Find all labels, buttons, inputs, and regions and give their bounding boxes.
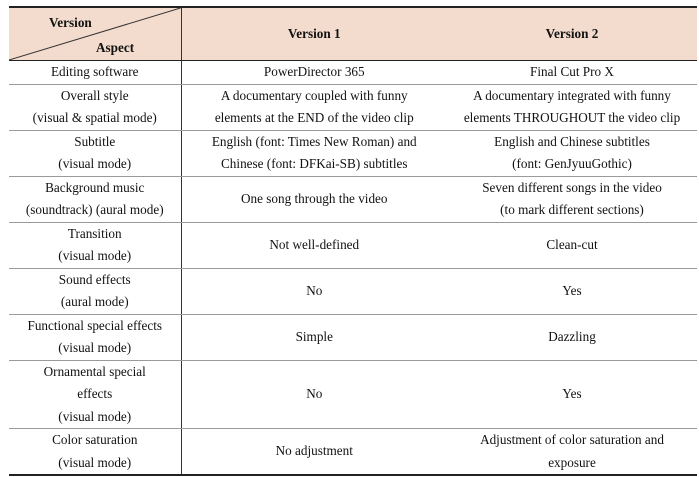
cell-text-line: Yes [562, 386, 582, 401]
cell-text-line: Final Cut Pro X [530, 64, 614, 79]
cell-text-line: Ornamental special [43, 363, 146, 379]
table-row [9, 360, 697, 429]
version1-cell [181, 360, 447, 429]
corner-aspect-label: Aspect [96, 40, 135, 55]
cell-text-line: (visual mode) [58, 156, 132, 171]
version1-cell [181, 61, 447, 85]
table-row [9, 84, 697, 130]
corner-header-cell [9, 7, 181, 61]
cell-text-line: Clean-cut [546, 236, 598, 252]
cell-text-line: Not well-defined [269, 236, 360, 252]
version2-cell [447, 176, 697, 222]
aspect-cell [9, 429, 181, 476]
cell-text-line: Sound effects [58, 271, 131, 287]
cell-text-line: English (font: Times New Roman) and [211, 133, 417, 149]
cell-text-line: (font: GenJyuuGothic) [512, 156, 632, 171]
cell-text-line: elements at the END of the video clip [214, 110, 414, 125]
cell-text-line: (soundtrack) (aural mode) [25, 202, 164, 217]
cell-text-line: English and Chinese subtitles [494, 133, 650, 149]
header-row [9, 7, 697, 61]
cell-text-line: Seven different songs in the video [482, 179, 662, 195]
cell-text-line: Functional special effects [27, 317, 162, 333]
aspect-cell [9, 84, 181, 130]
cell-text-line: PowerDirector 365 [263, 64, 365, 79]
table-row [9, 130, 697, 176]
table-row [9, 61, 697, 85]
cell-text-line: (visual mode) [58, 454, 132, 470]
version2-cell [447, 61, 697, 85]
diagonal-divider [9, 8, 181, 60]
version2-cell [447, 84, 697, 130]
version2-cell [447, 222, 697, 268]
version1-cell [181, 84, 447, 130]
table-header [9, 7, 697, 61]
version1-cell [181, 130, 447, 176]
version1-cell [181, 429, 447, 476]
version2-cell [447, 314, 697, 360]
aspect-cell [9, 61, 181, 85]
table-row [9, 222, 697, 268]
aspect-cell [9, 360, 181, 429]
table-row [9, 314, 697, 360]
cell-text-line: (visual mode) [58, 408, 132, 424]
version1-cell [181, 268, 447, 314]
table-row [9, 176, 697, 222]
aspect-cell [9, 130, 181, 176]
cell-text-line: Chinese (font: DFKai-SB) subtitles [221, 156, 408, 171]
cell-text-line: Yes [562, 282, 582, 298]
aspect-cell [9, 268, 181, 314]
cell-text-line: Simple [295, 328, 333, 344]
comparison-table [9, 6, 697, 476]
cell-text-line: Color saturation [52, 432, 138, 447]
table-body [9, 61, 697, 476]
version2-cell [447, 130, 697, 176]
cell-text-line: No adjustment [275, 443, 353, 459]
cell-text-line: exposure [548, 454, 596, 470]
cell-text-line: (aural mode) [60, 294, 129, 309]
aspect-cell [9, 314, 181, 360]
version2-cell [447, 268, 697, 314]
aspect-cell [9, 176, 181, 222]
cell-text-line: Transition [67, 225, 122, 241]
cell-text-line: No [306, 282, 323, 298]
cell-text-line: One song through the video [240, 190, 388, 206]
cell-text-line: (visual & spatial mode) [32, 110, 157, 125]
cell-text-line: No [306, 386, 323, 401]
cell-text-line: A documentary coupled with funny [220, 87, 408, 103]
cell-text-line: Dazzling [548, 328, 596, 344]
version1-header: Version 1 [181, 7, 447, 61]
cell-text-line: (visual mode) [58, 340, 132, 355]
version2-header: Version 2 [447, 7, 697, 61]
cell-text-line: Subtitle [74, 133, 116, 149]
cell-text-line: (to mark different sections) [500, 202, 644, 217]
cell-text-line: elements THROUGHOUT the video clip [463, 110, 681, 125]
version2-cell [447, 429, 697, 476]
cell-text-line: effects [77, 386, 113, 401]
cell-text-line: Adjustment of color saturation and [480, 432, 664, 447]
cell-text-line: Editing software [50, 64, 139, 79]
aspect-cell [9, 222, 181, 268]
version1-cell [181, 176, 447, 222]
table-row [9, 268, 697, 314]
cell-text-line: A documentary integrated with funny [473, 87, 671, 103]
corner-version-label: Version [49, 15, 92, 30]
version1-cell [181, 222, 447, 268]
table-row [9, 429, 697, 476]
cell-text-line: Background music [45, 179, 145, 195]
cell-text-line: Overall style [60, 87, 129, 103]
version2-cell [447, 360, 697, 429]
cell-text-line: (visual mode) [58, 248, 132, 263]
version1-cell [181, 314, 447, 360]
